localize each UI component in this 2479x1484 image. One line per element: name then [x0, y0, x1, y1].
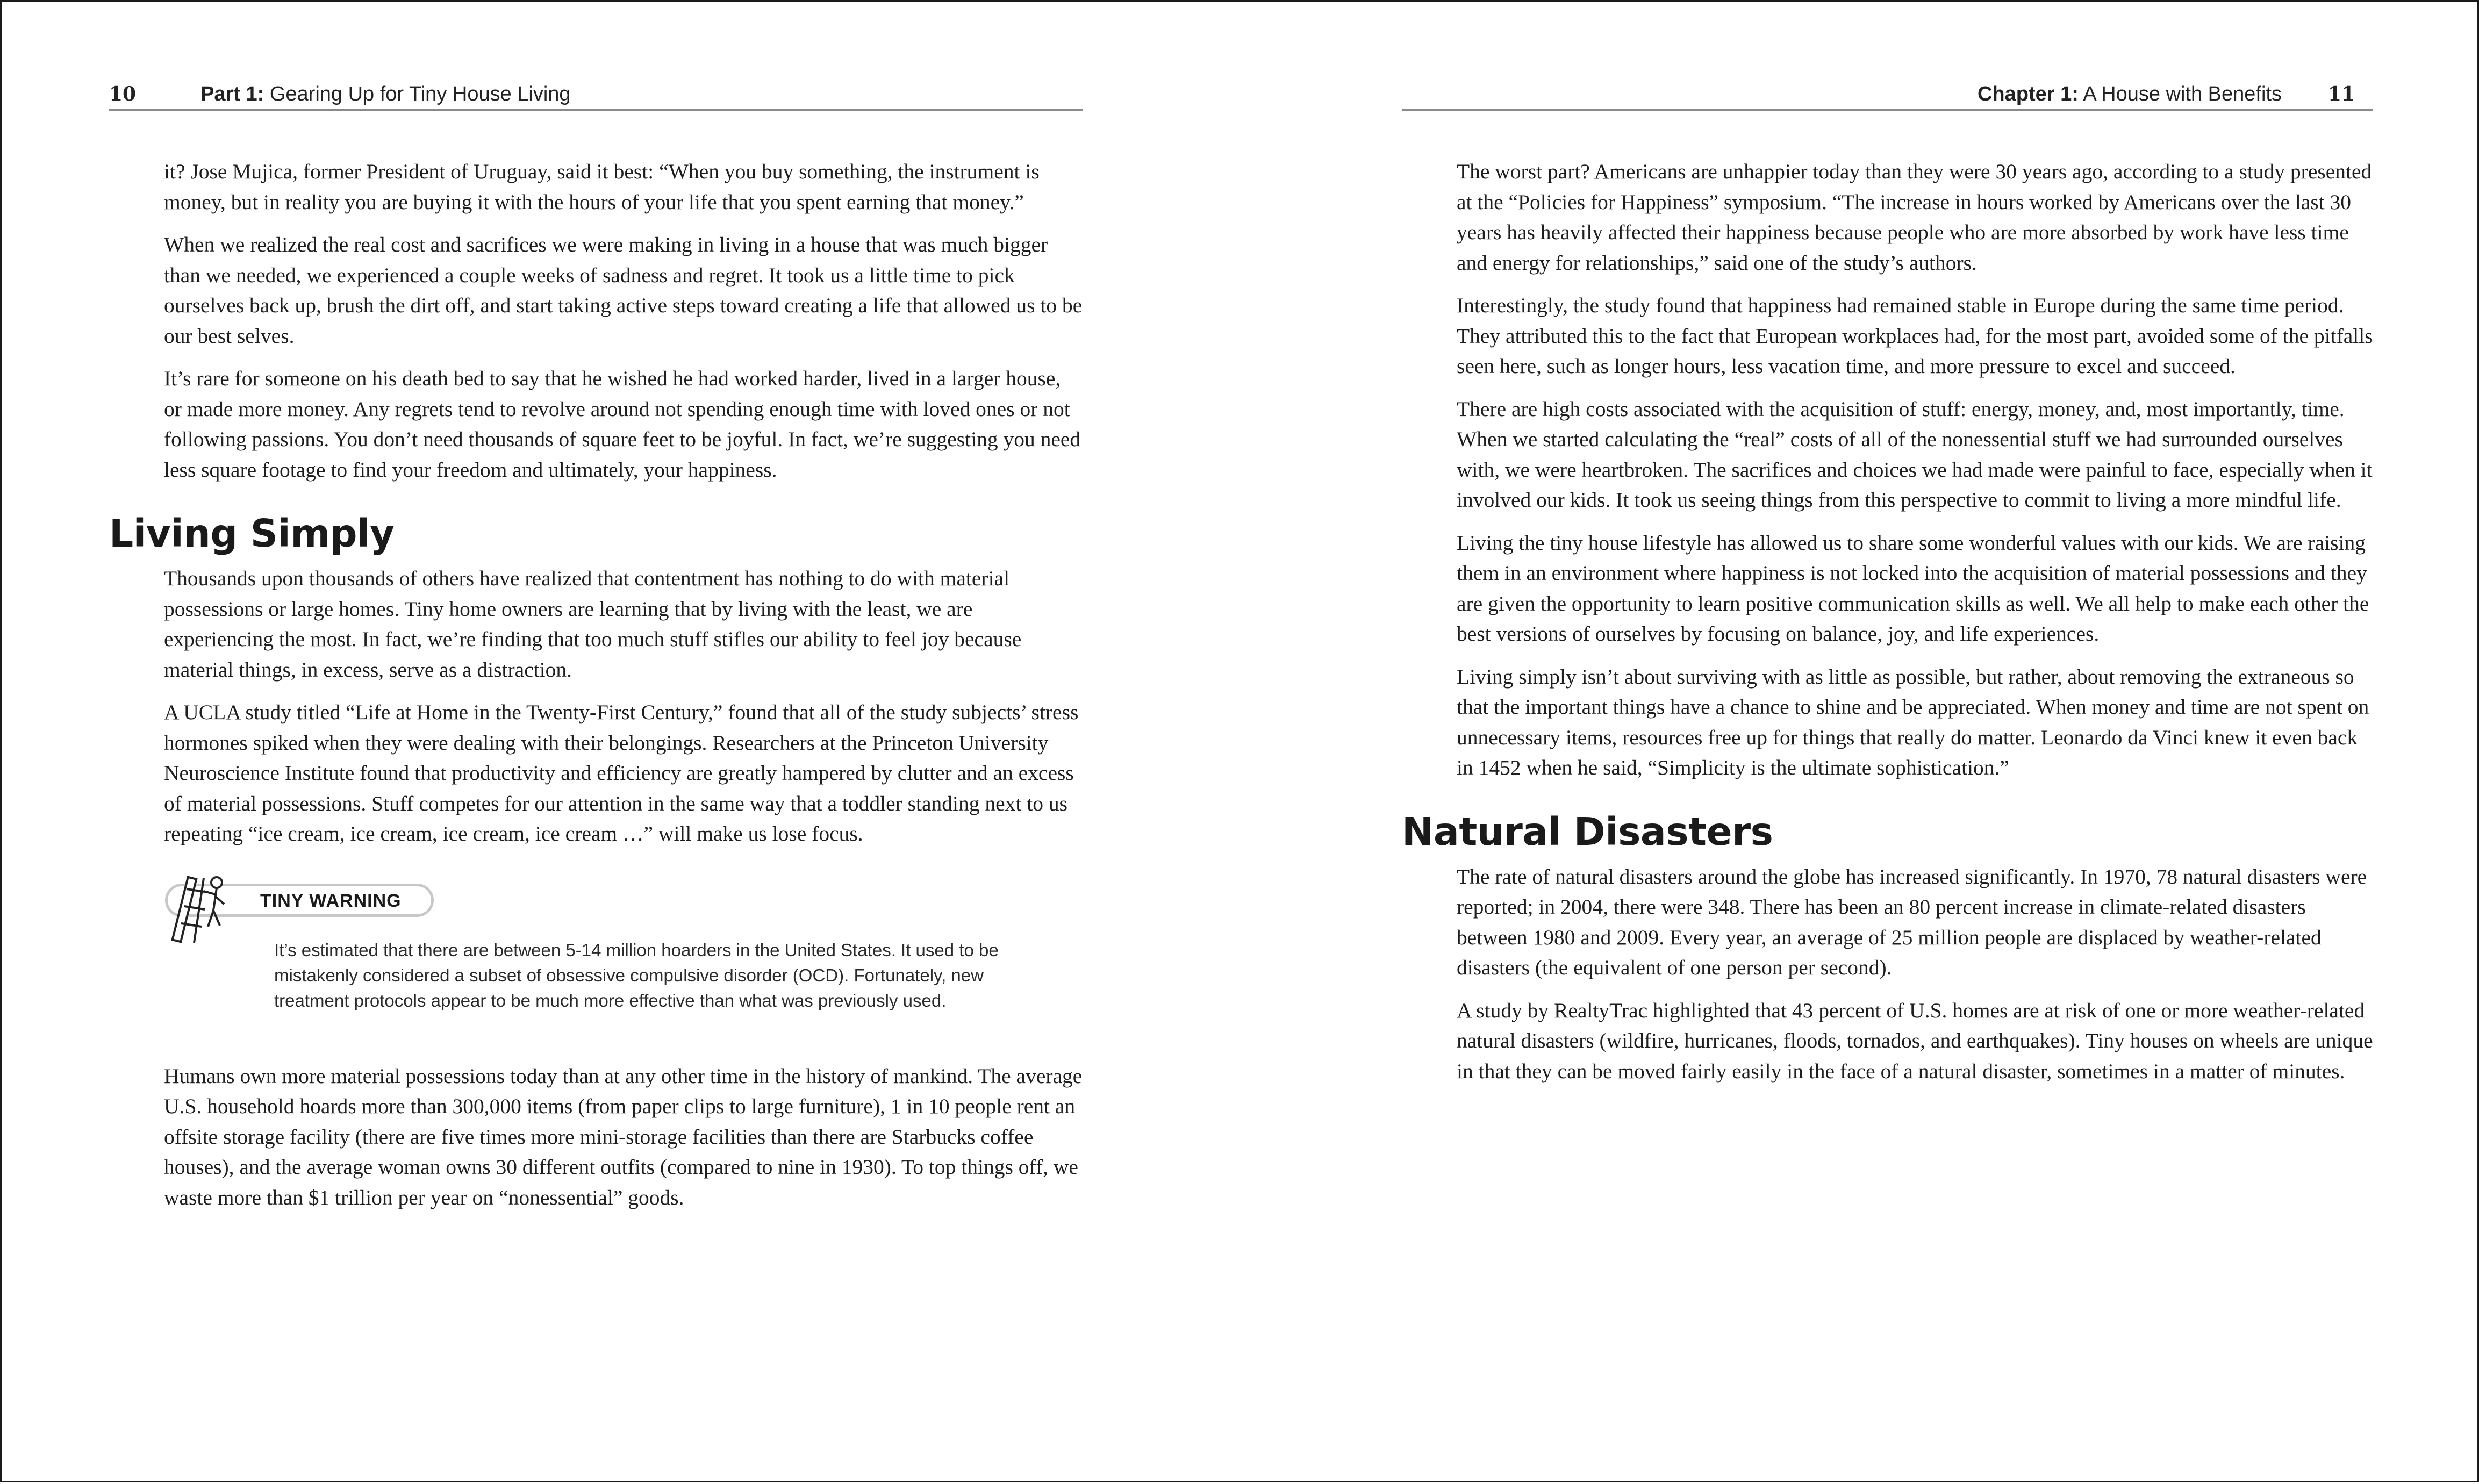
left-page: [109, 2, 1083, 1484]
left-page-body: [109, 156, 1083, 1225]
paragraph: There are high costs associated with the acquisition of stuff: energy, money, and, most importantly, time. When we started calculating the “real” costs of all of the nonessential stuff we had surrounded ourselves with, we were heartbroken. The sacrifices and choices we had made were painful to face, especially when it involved our kids. It took us seeing things from this perspective to commit to living a more mindful life.: [1457, 397, 2373, 512]
paragraph: The worst part? Americans are unhappier today than they were 30 years ago, according to a study presented at the “Policies for Happiness” symposium. “The increase in hours worked by Americans over the last 30 years has heavily affected their happiness because people who are more absorbed by work have less time and energy for relationships,” said one of the study’s authors.: [1457, 160, 2372, 275]
paragraph: Interestingly, the study found that happiness had remained stable in Europe during the same time period. They attributed this to the fact that European workplaces had, for the most part, avoided some of the pitfalls seen here, such as longer hours, less vacation time, and more pressure to excel and succeed.: [1457, 293, 2373, 378]
paragraph: The rate of natural disasters around the globe has increased significantly. In 1970, 78 natural disasters were reported; in 2004, there were 348. There has been an 80 percent increase in climate-related disasters between 1980 and 2009. Every year, an average of 25 million people are displaced by weather-related disasters (the equivalent of one person per second).: [1457, 864, 2367, 979]
section-heading-living-simply: Living Simply: [109, 511, 395, 556]
section-heading-natural-disasters: Natural Disasters: [1402, 809, 1773, 854]
right-page-body: [1402, 156, 2373, 1099]
paragraph: it? Jose Mujica, former President of Uruguay, said it best: “When you buy something, the instrument is money, but in reality you are buying it with the hours of your life that you spent earning that money.”: [164, 160, 1040, 214]
paragraph: It’s rare for someone on his death bed to say that he wished he had worked harder, lived in a larger house, or made more money. Any regrets tend to revolve around not spending enough time with loved ones or not following passions. You don’t need thousands of square feet to be joyful. In fact, we’re suggesting you need less square footage to find your freedom and ultimately, your happiness.: [164, 367, 1081, 482]
chapter-title: A House with Benefits: [2083, 83, 2282, 105]
page-number: 11: [2327, 83, 2355, 105]
paragraph: Humans own more material possessions today than at any other time in the history of mankind. The average U.S. household hoards more than 300,000 items (from paper clips to large furniture), 1 in 10 people rent an offsite storage facility (there are five times more mini-storage facilities than there are Starbucks coffee houses), and the average woman owns 30 different outfits (compared to nine in 1930). To top things off, we waste more than $1 trillion per year on “nonessential” goods.: [164, 1064, 1083, 1209]
ladder-figure-icon: [170, 873, 235, 954]
paragraph: Living simply isn’t about surviving with as little as possible, but rather, about removing the extraneous so that the important things have a chance to shine and be appreciated. When money and time are not spent on unnecessary items, resources free up for things that really do matter. Leonardo da Vinci knew it even back in 1452 when he said, “Simplicity is the ultimate sophistication.”: [1457, 664, 2369, 779]
paragraph: A UCLA study titled “Life at Home in the Twenty-First Century,” found that all of the study subjects’ stress hormones spiked when they were dealing with their belongings. Researchers at the Princeton University Neuroscience Institute found that productivity and efficiency are greatly hampered by clutter and an excess of material possessions. Stuff competes for our attention in the same way that a toddler standing next to us repeating “ice cream, ice cream, ice cream, ice cream …” will make us lose focus.: [164, 700, 1079, 845]
warning-label: TINY WARNING: [260, 890, 402, 911]
page-number: 10: [109, 83, 137, 105]
paragraph: Living the tiny house lifestyle has allowed us to share some wonderful values with our kids. We are raising them in an environment where happiness is not locked into the acquisition of material possessions and they are given the opportunity to learn positive communication skills as well. We all help to make each other the best versions of ourselves by focusing on balance, joy, and life experiences.: [1457, 530, 2369, 646]
running-head-title: [1978, 81, 2282, 107]
paragraph: When we realized the real cost and sacrifices we were making in living in a house that was much bigger than we needed, we experienced a couple weeks of sadness and regret. It took us a little time to pick ourselves back up, brush the dirt off, and start taking active steps toward creating a life that allowed us to be our best selves.: [164, 233, 1083, 348]
chapter-label: Chapter 1:: [1977, 83, 2079, 105]
running-head-left: [109, 81, 1083, 111]
tiny-warning-box: [164, 884, 1083, 1018]
running-head-title: [200, 81, 571, 107]
right-page: [1402, 2, 2373, 1484]
part-label: Part 1:: [200, 83, 264, 105]
running-head-right: [1402, 81, 2373, 111]
warning-text: It’s estimated that there are between 5-14 million hoarders in the United States. It used to be mistakenly considered a subset of obsessive compulsive disorder (OCD). Fortunately, new treatment protocols appear to be much more effective than what was previously used.: [274, 940, 999, 1010]
paragraph: A study by RealtyTrac highlighted that 43 percent of U.S. homes are at risk of one or more weather-related natural disasters (wildfire, hurricanes, floods, tornados, and earthquakes). Tiny houses on wheels are unique in that they can be moved fairly easily in the face of a natural disaster, sometimes in a matter of minutes.: [1457, 998, 2373, 1083]
paragraph: Thousands upon thousands of others have realized that contentment has nothing to do with material possessions or large homes. Tiny home owners are learning that by living with the least, we are experiencing the most. In fact, we’re finding that too much stuff stifles our ability to feel joy because material things, in excess, serve as a distraction.: [164, 567, 1022, 682]
part-title: Gearing Up for Tiny House Living: [269, 83, 571, 105]
